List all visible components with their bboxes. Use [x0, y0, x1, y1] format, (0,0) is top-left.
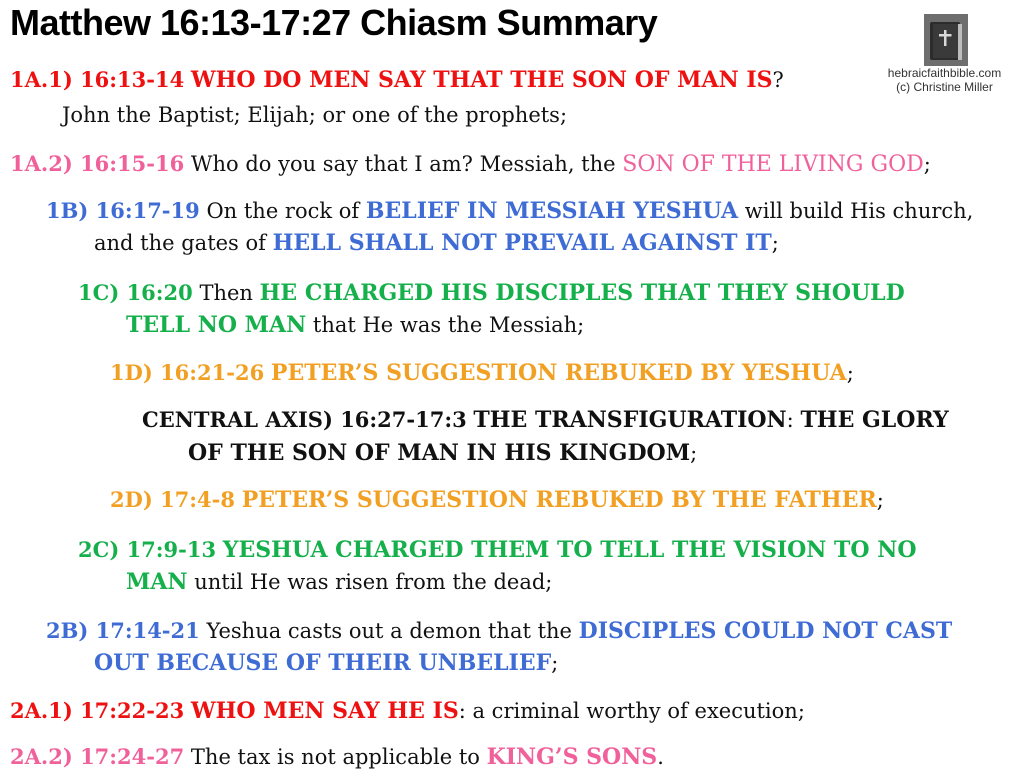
section-2a2-label: 2A.2) 17:24-27: [10, 744, 185, 769]
section-1b-text2: will build His church,: [744, 199, 974, 223]
bible-book-icon: [924, 14, 968, 66]
central-axis-label: CENTRAL AXIS) 16:27-17:3: [142, 407, 467, 432]
section-1a2-heading: SON OF THE LIVING GOD: [622, 152, 924, 177]
section-1c-heading2: TELL NO MAN: [126, 312, 307, 338]
section-2d: [110, 486, 884, 514]
central-axis-heading3: OF THE SON OF MAN IN HIS KINGDOM: [188, 440, 691, 466]
page-title: Matthew 16:13-17:27 Chiasm Summary: [10, 2, 658, 43]
section-1d-end: ;: [846, 361, 854, 385]
section-1c-line2: [126, 312, 584, 339]
credit-block: [872, 66, 1017, 94]
section-2b-line1: [46, 617, 952, 645]
section-2c-text: until He was risen from the dead;: [194, 570, 553, 594]
section-2b-line2: [94, 650, 558, 677]
section-1a2-end: ;: [923, 152, 931, 176]
section-2d-end: ;: [876, 488, 884, 512]
section-1b-end: ;: [771, 231, 779, 255]
copyright-author: (c) Christine Miller: [896, 80, 993, 94]
section-2a2-end: .: [657, 745, 664, 769]
section-2a1: [10, 697, 805, 725]
section-1a2-text: Who do you say that I am? Messiah, the: [190, 152, 616, 176]
section-1d-label: 1D) 16:21-26: [110, 360, 265, 385]
section-1b-line2: [94, 230, 779, 257]
section-1b-line1: [46, 197, 973, 225]
section-2a1-label: 2A.1) 17:22-23: [10, 698, 185, 723]
section-2b-heading1: DISCIPLES COULD NOT CAST: [578, 618, 953, 644]
section-2c-label: 2C) 17:9-13: [78, 537, 217, 562]
section-1d: [110, 359, 854, 387]
section-2c-line2: [126, 569, 552, 596]
section-1a1-line1: [10, 66, 784, 94]
section-1a2-label: 1A.2) 16:15-16: [10, 151, 185, 176]
section-1b-text3: and the gates of: [94, 231, 266, 255]
central-axis-line2: [188, 440, 697, 467]
section-1c-text1: Then: [199, 281, 253, 305]
section-2c-heading2: MAN: [126, 569, 188, 595]
section-2a2-text: The tax is not applicable to: [190, 745, 480, 769]
section-2d-label: 2D) 17:4-8: [110, 487, 235, 512]
section-1a1-label: 1A.1) 16:13-14: [10, 67, 185, 92]
section-1a1-heading: WHO DO MEN SAY THAT THE SON OF MAN IS: [190, 67, 773, 93]
central-axis-heading2: THE GLORY: [800, 407, 949, 433]
section-1c-line1: [78, 279, 905, 307]
section-1b-heading1: BELIEF IN MESSIAH YESHUA: [365, 198, 739, 224]
section-2a1-heading: WHO MEN SAY HE IS: [190, 698, 459, 724]
section-2c-line1: [78, 536, 917, 564]
central-axis-colon: :: [786, 408, 794, 432]
section-1c-heading1: HE CHARGED HIS DISCIPLES THAT THEY SHOULD: [259, 280, 905, 306]
section-1a1-line2: John the Baptist; Elijah; or one of the prophets;: [62, 103, 568, 127]
section-1b-label: 1B) 16:17-19: [46, 198, 200, 223]
section-2b-text: Yeshua casts out a demon that the: [206, 619, 572, 643]
section-1a2: [10, 150, 931, 178]
section-1c-label: 1C) 16:20: [78, 280, 193, 305]
section-1b-text1: On the rock of: [206, 199, 360, 223]
central-axis-heading1: THE TRANSFIGURATION: [473, 407, 787, 433]
section-2a2: [10, 743, 664, 771]
central-axis-line1: [142, 406, 949, 434]
section-1c-text2: that He was the Messiah;: [312, 313, 585, 337]
central-axis-end: ;: [690, 441, 698, 465]
section-2a2-heading: KING’S SONS: [486, 744, 658, 770]
section-1a1-end: ?: [772, 68, 784, 92]
section-2b-label: 2B) 17:14-21: [46, 618, 200, 643]
section-1d-heading: PETER’S SUGGESTION REBUKED BY YESHUA: [270, 360, 847, 386]
section-2d-heading: PETER’S SUGGESTION REBUKED BY THE FATHER: [241, 487, 877, 513]
section-1b-heading2: HELL SHALL NOT PREVAIL AGAINST IT: [272, 230, 772, 256]
section-2b-heading2: OUT BECAUSE OF THEIR UNBELIEF: [94, 650, 552, 676]
section-2c-heading1: YESHUA CHARGED THEM TO TELL THE VISION TO NO: [222, 537, 917, 563]
site-url: hebraicfaithbible.com: [887, 66, 1002, 80]
section-2b-end: ;: [551, 651, 559, 675]
section-2a1-text: : a criminal worthy of execution;: [458, 699, 805, 723]
